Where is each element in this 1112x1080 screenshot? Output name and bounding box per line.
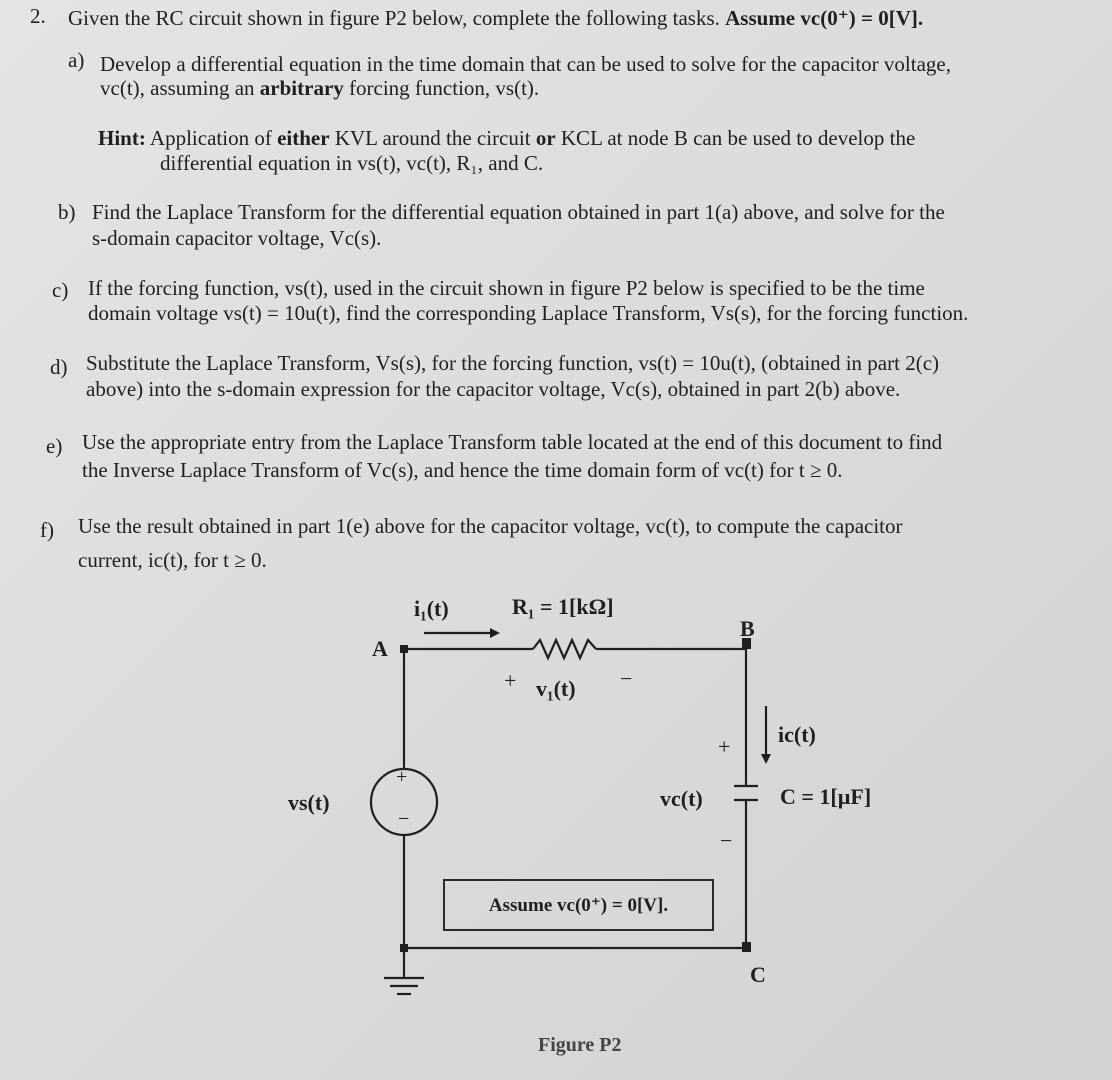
source-minus: − [398, 808, 410, 830]
ground-node-dot [400, 944, 408, 952]
node-c-label: C [750, 962, 766, 987]
r1-label: R₁ = 1[kΩ] [512, 594, 614, 619]
part-f-label: f) [40, 518, 54, 542]
part-b-line2: s-domain capacitor voltage, Vc(s). [92, 226, 382, 250]
part-b-line1: Find the Laplace Transform for the differential equation obtained in part 1(a) above, and solve for the [92, 200, 945, 224]
part-c-line2: domain voltage vs(t) = 10u(t), find the corresponding Laplace Transform, Vs(s), for the forcing function. [88, 301, 969, 325]
v1-label: v₁(t) [536, 676, 576, 701]
part-e-line2: the Inverse Laplace Transform of Vc(s), and hence the time domain form of vc(t) for t ≥ 0. [82, 458, 843, 482]
node-a-label: A [372, 636, 388, 661]
v1-minus: − [620, 666, 633, 691]
part-e-label: e) [46, 434, 63, 458]
v1-plus: + [504, 668, 517, 693]
part-d-line1: Substitute the Laplace Transform, Vs(s), for the forcing function, vs(t) = 10u(t), (obtained in part 2(c) [86, 351, 940, 375]
node-b-label: B [740, 616, 755, 641]
part-f-line1: Use the result obtained in part 1(e) above for the capacitor voltage, vc(t), to compute the capacitor [78, 514, 903, 538]
part-a-hint-line2: differential equation in vs(t), vc(t), R₁, and C. [160, 151, 544, 175]
part-e-line1: Use the appropriate entry from the Laplace Transform table located at the end of this document to find [82, 430, 943, 454]
vc-label: vc(t) [660, 786, 703, 811]
vc-minus: − [720, 828, 733, 853]
part-f-line2: current, ic(t), for t ≥ 0. [78, 548, 267, 572]
assumption-box [443, 879, 714, 931]
node-a-dot [400, 645, 408, 653]
resistor-r1 [533, 640, 596, 658]
part-a-hint-line1: Hint: Application of either KVL around the circuit or KCL at node B can be used to develop the [98, 126, 916, 150]
part-c-label: c) [52, 278, 69, 302]
question-number: 2. [30, 4, 46, 28]
i1-arrow-head [490, 628, 500, 638]
part-a-line1: Develop a differential equation in the time domain that can be used to solve for the capacitor voltage, [100, 52, 951, 76]
ic-label: ic(t) [778, 722, 816, 747]
part-d-line2: above) into the s-domain expression for the capacitor voltage, Vc(s), obtained in part 2(b) above. [86, 377, 901, 401]
intro-text: Given the RC circuit shown in figure P2 below, complete the following tasks. [68, 6, 726, 30]
i1-label: i₁(t) [414, 596, 449, 621]
figure-caption: Figure P2 [538, 1034, 622, 1056]
assumption-text: Assume vc(0⁺) = 0[V]. [488, 894, 669, 916]
capacitor-label: C = 1[µF] [780, 784, 872, 809]
ic-arrow-head [761, 754, 771, 764]
part-c-line1: If the forcing function, vs(t), used in the circuit shown in figure P2 below is specified to be the time [88, 276, 925, 300]
part-d-label: d) [50, 355, 68, 379]
source-plus: + [396, 766, 408, 788]
part-a-line2: vc(t), assuming an arbitrary forcing function, vs(t). [100, 76, 540, 100]
vs-label: vs(t) [288, 790, 330, 815]
vc-plus: + [718, 734, 731, 759]
node-c-dot [742, 942, 751, 952]
part-a-label: a) [68, 48, 85, 72]
part-b-label: b) [58, 200, 76, 224]
intro-assumption: Assume vc(0⁺) = 0[V]. [725, 6, 924, 30]
